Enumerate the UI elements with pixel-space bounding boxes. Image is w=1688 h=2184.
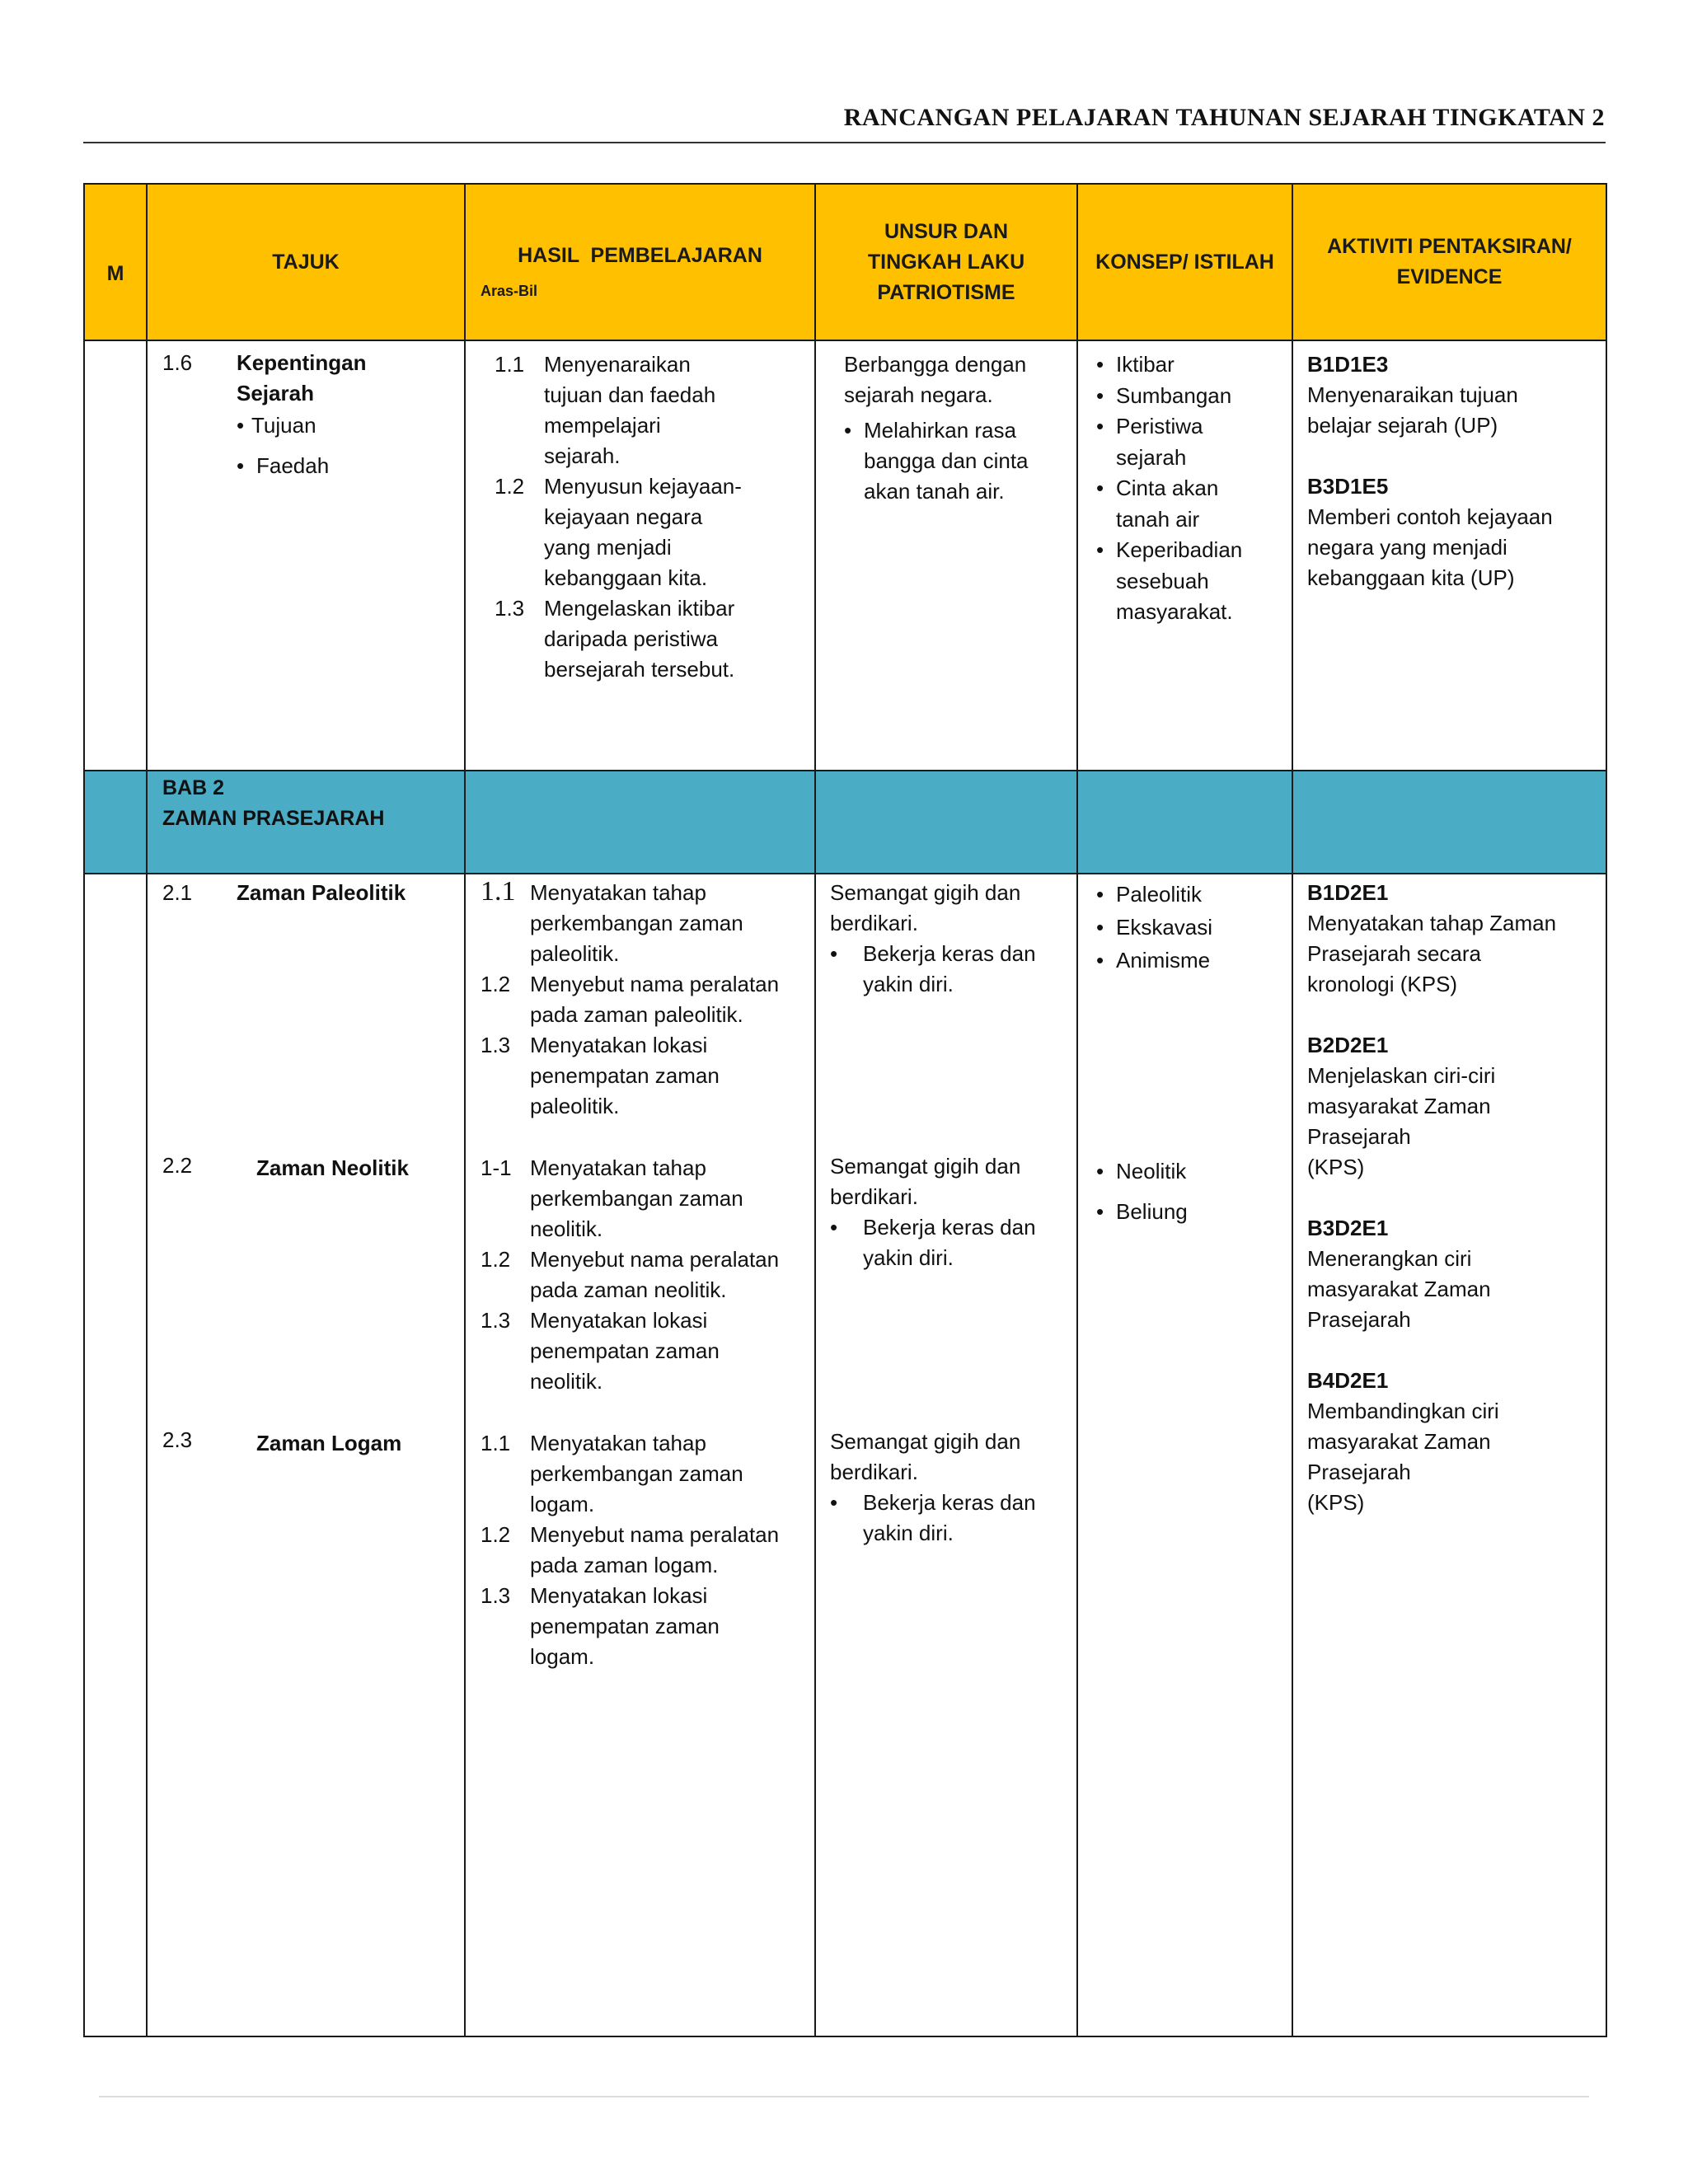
konsep-cell bbox=[1077, 340, 1292, 771]
bab-empty-cell bbox=[465, 771, 815, 874]
unsur-line: akan tanah air. bbox=[864, 479, 1005, 504]
unsur-line: yakin diri. bbox=[863, 1245, 954, 1270]
evidence-line: Menerangkan ciri bbox=[1307, 1246, 1472, 1271]
evidence-code: B2D2E1 bbox=[1307, 1033, 1389, 1057]
outcome-line: Menyusun kejayaan- bbox=[544, 474, 742, 499]
evidence-line: belajar sejarah (UP) bbox=[1307, 413, 1498, 438]
konsep-term: • Iktibar bbox=[1116, 352, 1175, 377]
list-item bbox=[1096, 535, 1292, 628]
list-item: • Neolitik bbox=[1096, 1156, 1188, 1187]
konsep-term: • Cinta akan bbox=[1116, 476, 1219, 500]
outcome-line: neolitik. bbox=[530, 1369, 603, 1394]
evidence-line: Prasejarah secara bbox=[1307, 941, 1481, 966]
list-item bbox=[1096, 411, 1292, 473]
header-row bbox=[84, 184, 1606, 340]
unsur-line: bangga dan cinta bbox=[864, 448, 1029, 473]
evidence-line: (KPS) bbox=[1307, 1155, 1365, 1179]
header-unsur bbox=[815, 184, 1077, 340]
outcome-number: 1.2 bbox=[481, 1522, 511, 1547]
konsep-term: • Peristiwa bbox=[1116, 414, 1203, 438]
unsur-line: • Bekerja keras dan bbox=[863, 941, 1036, 966]
chapter-row bbox=[84, 771, 1606, 874]
outcome-group-neolitik bbox=[481, 1153, 810, 1397]
evidence-code: B3D1E5 bbox=[1307, 474, 1389, 499]
konsep-list bbox=[1096, 349, 1292, 628]
bab-empty-cell bbox=[1077, 771, 1292, 874]
list-item bbox=[481, 1305, 810, 1397]
outcome-line: tujuan dan faedah bbox=[544, 382, 716, 407]
konsep-list bbox=[1096, 878, 1212, 977]
hasil-cell bbox=[465, 340, 815, 771]
bab-empty-cell bbox=[1292, 771, 1606, 874]
topic-title: Zaman Paleolitik bbox=[237, 880, 406, 905]
outcome-line: Menyebut nama peralatan bbox=[530, 972, 780, 996]
outcome-line: perkembangan zaman bbox=[530, 1461, 743, 1486]
unsur-text: berdikari. bbox=[830, 1460, 918, 1484]
list-item: • Faedah bbox=[237, 451, 464, 481]
list-item bbox=[481, 1030, 810, 1122]
outcome-line: yang menjadi bbox=[544, 535, 672, 560]
outcome-number: 1.3 bbox=[481, 1033, 511, 1057]
topic-title: Zaman Logam bbox=[256, 1431, 402, 1455]
unsur-group bbox=[830, 1151, 1069, 1273]
outcome-number: 1.3 bbox=[481, 1583, 511, 1608]
document-title: RANCANGAN PELAJARAN TAHUNAN SEJARAH TINGKATAN 2 bbox=[843, 104, 1605, 131]
evidence-code: B4D2E1 bbox=[1307, 1368, 1389, 1393]
header-tajuk: TAJUK bbox=[147, 184, 465, 340]
evidence-line: Menjelaskan ciri-ciri bbox=[1307, 1063, 1496, 1088]
list-item bbox=[481, 878, 810, 969]
outcome-number: 1.2 bbox=[495, 474, 525, 499]
outcome-number: 1.1 bbox=[495, 352, 525, 377]
unsur-text: berdikari. bbox=[830, 911, 918, 935]
list-item: • Animisme bbox=[1096, 944, 1212, 977]
outcome-number: 1.3 bbox=[495, 596, 525, 621]
tajuk-cell bbox=[147, 340, 465, 771]
list-item bbox=[1096, 381, 1292, 412]
unsur-list bbox=[844, 415, 1076, 507]
outcome-line: Menyatakan tahap bbox=[530, 1431, 706, 1455]
list-item bbox=[1096, 349, 1292, 381]
outcome-line: Menyebut nama peralatan bbox=[530, 1522, 780, 1547]
footer-divider bbox=[99, 2096, 1589, 2097]
outcome-line: Menyatakan lokasi bbox=[530, 1583, 708, 1608]
konsep-term: masyarakat. bbox=[1116, 599, 1233, 624]
topic-title: Zaman Neolitik bbox=[256, 1155, 409, 1180]
unsur-text: Semangat gigih dan bbox=[830, 880, 1021, 905]
hasil-cell bbox=[465, 874, 815, 2036]
chapter-title: ZAMAN PRASEJARAH bbox=[162, 807, 385, 830]
outcome-line: kebanggaan kita. bbox=[544, 565, 708, 590]
evidence-line: Menyenaraikan tujuan bbox=[1307, 382, 1518, 407]
tajuk-cell bbox=[147, 874, 465, 2036]
outcome-line: neolitik. bbox=[530, 1216, 603, 1241]
unsur-list bbox=[830, 939, 1069, 1000]
evidence-line: masyarakat Zaman bbox=[1307, 1277, 1491, 1301]
evidence-line: Prasejarah bbox=[1307, 1307, 1411, 1332]
konsep-term: sejarah bbox=[1116, 444, 1187, 470]
lesson-plan-table bbox=[83, 183, 1607, 2037]
header-m: M bbox=[84, 184, 147, 340]
bab-title-cell bbox=[147, 771, 465, 874]
outcome-line: Menyatakan lokasi bbox=[530, 1308, 708, 1333]
list-item bbox=[495, 349, 814, 471]
list-item: • Tujuan bbox=[237, 410, 464, 441]
topic-number: 1.6 bbox=[162, 350, 193, 375]
outcome-line: kejayaan negara bbox=[544, 504, 703, 529]
list-item bbox=[830, 1488, 1069, 1549]
topic-number: 2.3 bbox=[162, 1427, 193, 1452]
evidence-line: masyarakat Zaman bbox=[1307, 1094, 1491, 1118]
table-row bbox=[84, 340, 1606, 771]
outcome-line: perkembangan zaman bbox=[530, 1186, 743, 1211]
outcome-line: Menyatakan tahap bbox=[530, 1155, 706, 1180]
evidence-line: Membandingkan ciri bbox=[1307, 1399, 1499, 1423]
outcome-line: Menyatakan tahap bbox=[530, 880, 706, 905]
unsur-line: • Melahirkan rasa bbox=[864, 418, 1016, 443]
aktiviti-cell bbox=[1292, 874, 1606, 2036]
m-cell bbox=[84, 874, 147, 2036]
outcome-line: Menyebut nama peralatan bbox=[530, 1247, 780, 1272]
list-item bbox=[481, 1428, 810, 1520]
header-aktiviti bbox=[1292, 184, 1606, 340]
list-item bbox=[830, 1212, 1069, 1273]
unsur-line: yakin diri. bbox=[863, 1521, 954, 1545]
unsur-list bbox=[830, 1212, 1069, 1273]
topic-number: 2.2 bbox=[162, 1153, 193, 1178]
unsur-text: Semangat gigih dan bbox=[830, 1429, 1021, 1454]
konsep-term: tanah air bbox=[1116, 506, 1200, 532]
list-item: • Beliung bbox=[1096, 1197, 1188, 1227]
unsur-cell bbox=[815, 874, 1077, 2036]
list-item bbox=[495, 593, 814, 685]
header-unsur-label: UNSUR DAN TINGKAH LAKU PATRIOTISME bbox=[867, 219, 1025, 304]
konsep-list bbox=[1096, 1156, 1188, 1227]
outcome-line: penempatan zaman bbox=[530, 1338, 720, 1363]
aktiviti-cell bbox=[1292, 340, 1606, 771]
title-divider bbox=[83, 142, 1606, 143]
outcome-line: logam. bbox=[530, 1644, 595, 1669]
list-item: • Ekskavasi bbox=[1096, 911, 1212, 944]
unsur-list bbox=[830, 1488, 1069, 1549]
evidence-code: B1D1E3 bbox=[1307, 352, 1389, 377]
konsep-cell bbox=[1077, 874, 1292, 2036]
unsur-text: sejarah negara. bbox=[844, 382, 993, 407]
outcome-line: daripada peristiwa bbox=[544, 626, 719, 651]
evidence-line: kronologi (KPS) bbox=[1307, 972, 1458, 996]
list-item bbox=[1096, 473, 1292, 535]
outcome-group-paleolitik bbox=[481, 878, 810, 1122]
outcome-line: perkembangan zaman bbox=[530, 911, 743, 935]
outcome-line: Menyenaraikan bbox=[544, 352, 691, 377]
unsur-line: • Bekerja keras dan bbox=[863, 1490, 1036, 1515]
unsur-text: berdikari. bbox=[830, 1184, 918, 1209]
header-aktiviti-label: AKTIVITI PENTAKSIRAN/ EVIDENCE bbox=[1327, 235, 1572, 288]
subtopic-list bbox=[237, 410, 464, 481]
list-item bbox=[844, 415, 1076, 507]
outcome-line: pada zaman neolitik. bbox=[530, 1277, 727, 1302]
outcome-number: 1-1 bbox=[481, 1155, 512, 1180]
outcome-number: 1.1 bbox=[481, 876, 516, 907]
unsur-group bbox=[830, 1427, 1069, 1549]
topic-title-line2: Sejarah bbox=[237, 381, 314, 405]
konsep-term: sesebuah bbox=[1116, 568, 1209, 593]
bab-empty-cell bbox=[815, 771, 1077, 874]
unsur-text: Semangat gigih dan bbox=[830, 1154, 1021, 1179]
list-item bbox=[495, 471, 814, 593]
outcome-line: paleolitik. bbox=[530, 941, 620, 966]
unsur-text: Berbangga dengan bbox=[844, 352, 1027, 377]
outcome-number: 1.2 bbox=[481, 972, 511, 996]
outcome-number: 1.1 bbox=[481, 1431, 511, 1455]
unsur-line: yakin diri. bbox=[863, 972, 954, 996]
outcome-line: penempatan zaman bbox=[530, 1063, 720, 1088]
bab-m-cell bbox=[84, 771, 147, 874]
outcome-number: 1.3 bbox=[481, 1308, 511, 1333]
header-hasil bbox=[465, 184, 815, 340]
outcome-line: Mengelaskan iktibar bbox=[544, 596, 735, 621]
topic-number: 2.1 bbox=[162, 880, 193, 905]
chapter-number: BAB 2 bbox=[162, 776, 225, 799]
outcome-line: bersejarah tersebut. bbox=[544, 657, 735, 682]
evidence-code: B3D2E1 bbox=[1307, 1216, 1389, 1240]
evidence-code: B1D2E1 bbox=[1307, 880, 1389, 905]
m-cell bbox=[84, 340, 147, 771]
evidence-line: Prasejarah bbox=[1307, 1460, 1411, 1484]
header-aras-bil: Aras-Bil bbox=[481, 282, 538, 299]
outcome-line: sejarah. bbox=[544, 443, 621, 468]
evidence-line: Prasejarah bbox=[1307, 1124, 1411, 1149]
evidence-line: negara yang menjadi bbox=[1307, 535, 1507, 560]
evidence-line: kebanggaan kita (UP) bbox=[1307, 565, 1515, 590]
list-item bbox=[481, 1581, 810, 1672]
header-konsep: KONSEP/ ISTILAH bbox=[1077, 184, 1292, 340]
outcome-line: pada zaman logam. bbox=[530, 1553, 719, 1577]
topic-title-line1: Kepentingan bbox=[237, 350, 367, 375]
outcome-line: logam. bbox=[530, 1492, 595, 1516]
outcome-group-logam bbox=[481, 1428, 810, 1672]
list-item bbox=[481, 1520, 810, 1581]
outcome-number: 1.2 bbox=[481, 1247, 511, 1272]
outcome-line: Menyatakan lokasi bbox=[530, 1033, 708, 1057]
konsep-term: • Keperibadian bbox=[1116, 537, 1243, 562]
evidence-line: Menyatakan tahap Zaman bbox=[1307, 911, 1557, 935]
evidence-line: masyarakat Zaman bbox=[1307, 1429, 1491, 1454]
outcome-line: penempatan zaman bbox=[530, 1614, 720, 1638]
list-item bbox=[481, 1244, 810, 1305]
outcome-line: pada zaman paleolitik. bbox=[530, 1002, 743, 1027]
evidence-line: Memberi contoh kejayaan bbox=[1307, 504, 1553, 529]
list-item: • Paleolitik bbox=[1096, 878, 1212, 911]
list-item bbox=[481, 969, 810, 1030]
outcome-line: paleolitik. bbox=[530, 1094, 620, 1118]
unsur-group bbox=[830, 878, 1069, 1000]
list-item bbox=[830, 939, 1069, 1000]
konsep-term: • Sumbangan bbox=[1116, 382, 1232, 408]
header-hasil-label: HASIL PEMBELAJARAN bbox=[518, 243, 762, 267]
unsur-line: • Bekerja keras dan bbox=[863, 1215, 1036, 1240]
list-item bbox=[481, 1153, 810, 1244]
outcome-line: mempelajari bbox=[544, 413, 661, 438]
unsur-cell bbox=[815, 340, 1077, 771]
evidence-line: (KPS) bbox=[1307, 1490, 1365, 1515]
table-row bbox=[84, 874, 1606, 2036]
